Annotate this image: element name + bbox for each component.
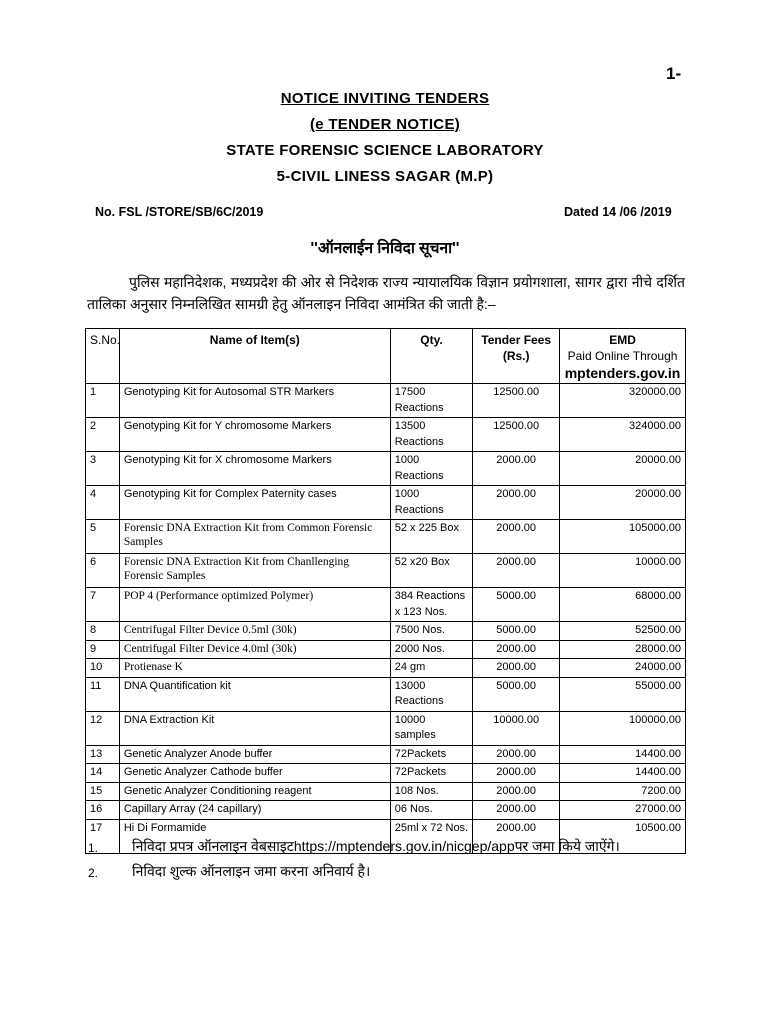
table-row	[86, 659, 686, 678]
cell-qty: 52 x 225 Box	[390, 520, 473, 554]
note-number: 1.	[88, 841, 99, 855]
cell-item-name: Capillary Array (24 capillary)	[119, 801, 390, 820]
table-row	[86, 677, 686, 711]
cell-item-name: Genetic Analyzer Cathode buffer	[119, 764, 390, 783]
cell-emd: 27000.00	[560, 801, 686, 820]
cell-qty: 108 Nos.	[390, 782, 473, 801]
cell-emd: 68000.00	[560, 588, 686, 622]
table-row	[86, 782, 686, 801]
cell-emd: 7200.00	[560, 782, 686, 801]
cell-item-name: Forensic DNA Extraction Kit from Chanllenging Forensic Samples	[119, 554, 390, 588]
cell-tender-fee: 5000.00	[473, 622, 560, 641]
cell-sno: 4	[86, 486, 120, 520]
cell-qty: 13500 Reactions	[390, 418, 473, 452]
header-item-name: Name of Item(s)	[119, 329, 390, 384]
table-row	[86, 640, 686, 659]
e-tender-heading: (e TENDER NOTICE)	[309, 116, 461, 133]
cell-qty: 10000 samples	[390, 711, 473, 745]
cell-item-name: Genotyping Kit for Autosomal STR Markers	[119, 384, 390, 418]
cell-sno: 5	[86, 520, 120, 554]
cell-emd: 14400.00	[560, 764, 686, 783]
note-text: निविदा शुल्क ऑनलाइन जमा करना अनिवार्य है।	[132, 863, 371, 879]
cell-emd: 324000.00	[560, 418, 686, 452]
cell-qty: 1000 Reactions	[390, 486, 473, 520]
cell-sno: 9	[86, 640, 120, 659]
cell-qty: 1000 Reactions	[390, 452, 473, 486]
address-heading: 5-CIVIL LINESS SAGAR (M.P)	[276, 168, 494, 185]
cell-item-name: Centrifugal Filter Device 0.5ml (30k)	[119, 622, 390, 641]
cell-tender-fee: 2000.00	[473, 819, 560, 853]
cell-tender-fee: 12500.00	[473, 418, 560, 452]
cell-emd: 24000.00	[560, 659, 686, 678]
cell-qty: 06 Nos.	[390, 801, 473, 820]
table-header-row	[86, 329, 686, 384]
cell-emd: 320000.00	[560, 384, 686, 418]
header-fee-line2: (Rs.)	[502, 348, 530, 363]
cell-sno: 15	[86, 782, 120, 801]
note-item	[88, 836, 684, 859]
note-text: निविदा प्रपत्र ऑनलाइन वेबसाइटhttps://mptenders.gov.in/nicgep/appपर जमा किये जाऐंगे।	[132, 838, 620, 854]
cell-emd: 55000.00	[560, 677, 686, 711]
cell-qty: 52 x20 Box	[390, 554, 473, 588]
cell-emd: 105000.00	[560, 520, 686, 554]
cell-sno: 7	[86, 588, 120, 622]
header-emd-line1: EMD	[609, 333, 636, 347]
cell-tender-fee: 2000.00	[473, 801, 560, 820]
cell-tender-fee: 2000.00	[473, 745, 560, 764]
header-emd-line3: mptenders.gov.in	[564, 365, 681, 381]
cell-tender-fee: 12500.00	[473, 384, 560, 418]
cell-item-name: Genotyping Kit for X chromosome Markers	[119, 452, 390, 486]
items-table	[85, 328, 686, 854]
cell-sno: 6	[86, 554, 120, 588]
cell-emd: 20000.00	[560, 486, 686, 520]
note-item	[88, 861, 684, 884]
reference-number: No. FSL /STORE/SB/6C/2019	[95, 205, 264, 219]
cell-sno: 14	[86, 764, 120, 783]
cell-tender-fee: 5000.00	[473, 677, 560, 711]
table-row	[86, 745, 686, 764]
cell-tender-fee: 2000.00	[473, 782, 560, 801]
cell-tender-fee: 2000.00	[473, 554, 560, 588]
table-row	[86, 520, 686, 554]
note-number: 2.	[88, 866, 99, 880]
cell-tender-fee: 2000.00	[473, 486, 560, 520]
cell-qty: 7500 Nos.	[390, 622, 473, 641]
header-emd-line2: Paid Online Through	[567, 348, 678, 363]
cell-item-name: Genetic Analyzer Anode buffer	[119, 745, 390, 764]
cell-emd: 10000.00	[560, 554, 686, 588]
header-tender-fees	[473, 329, 560, 384]
notes-list	[88, 836, 684, 886]
cell-qty: 17500 Reactions	[390, 384, 473, 418]
cell-item-name: Genetic Analyzer Conditioning reagent	[119, 782, 390, 801]
cell-emd: 28000.00	[560, 640, 686, 659]
cell-emd: 100000.00	[560, 711, 686, 745]
cell-emd: 20000.00	[560, 452, 686, 486]
cell-tender-fee: 10000.00	[473, 711, 560, 745]
cell-tender-fee: 2000.00	[473, 520, 560, 554]
header-qty: Qty.	[390, 329, 473, 384]
table-row	[86, 801, 686, 820]
cell-sno: 16	[86, 801, 120, 820]
cell-qty: 2000 Nos.	[390, 640, 473, 659]
header-fee-line1: Tender Fees	[481, 333, 552, 347]
cell-qty: 24 gm	[390, 659, 473, 678]
cell-item-name: Centrifugal Filter Device 4.0ml (30k)	[119, 640, 390, 659]
notice-heading: NOTICE INVITING TENDERS	[280, 90, 490, 107]
table-row	[86, 384, 686, 418]
header-emd	[560, 329, 686, 384]
cell-item-name: Forensic DNA Extraction Kit from Common Forensic Samples	[119, 520, 390, 554]
notice-date: Dated 14 /06 /2019	[564, 205, 672, 219]
cell-sno: 3	[86, 452, 120, 486]
intro-paragraph: पुलिस महानिदेशक, मध्यप्रदेश की ओर से निदेशक राज्य न्यायालयिक विज्ञान प्रयोगशाला, सागर द्वारा नीचे दर्शित तालिका अनुसार निम्नलिखित सामग्री हेतु ऑनलाइन निविदा आमंत्रित की जाती है:–	[87, 274, 685, 312]
cell-tender-fee: 2000.00	[473, 659, 560, 678]
cell-tender-fee: 5000.00	[473, 588, 560, 622]
cell-qty: 25ml x 72 Nos.	[390, 819, 473, 853]
table-row	[86, 711, 686, 745]
table-row	[86, 764, 686, 783]
table-row	[86, 622, 686, 641]
cell-item-name: Protienase K	[119, 659, 390, 678]
laboratory-heading: STATE FORENSIC SCIENCE LABORATORY	[226, 142, 544, 159]
cell-sno: 12	[86, 711, 120, 745]
cell-item-name: Hi Di Formamide	[119, 819, 390, 853]
cell-item-name: Genotyping Kit for Y chromosome Markers	[119, 418, 390, 452]
page-number: 1-	[666, 64, 682, 83]
table-row	[86, 486, 686, 520]
cell-item-name: DNA Quantification kit	[119, 677, 390, 711]
cell-qty: 384 Reactions x 123 Nos.	[390, 588, 473, 622]
cell-qty: 72Packets	[390, 745, 473, 764]
cell-sno: 17	[86, 819, 120, 853]
hindi-notice-title: ''ऑनलाईन निविदा सूचना''	[310, 240, 460, 257]
cell-tender-fee: 2000.00	[473, 452, 560, 486]
cell-sno: 11	[86, 677, 120, 711]
cell-tender-fee: 2000.00	[473, 764, 560, 783]
cell-sno: 13	[86, 745, 120, 764]
cell-emd: 52500.00	[560, 622, 686, 641]
cell-sno: 1	[86, 384, 120, 418]
cell-sno: 8	[86, 622, 120, 641]
cell-emd: 14400.00	[560, 745, 686, 764]
cell-sno: 10	[86, 659, 120, 678]
table-row	[86, 554, 686, 588]
cell-item-name: Genotyping Kit for Complex Paternity cases	[119, 486, 390, 520]
cell-emd: 10500.00	[560, 819, 686, 853]
cell-qty: 72Packets	[390, 764, 473, 783]
table-row	[86, 452, 686, 486]
cell-item-name: POP 4 (Performance optimized Polymer)	[119, 588, 390, 622]
cell-item-name: DNA Extraction Kit	[119, 711, 390, 745]
cell-qty: 13000 Reactions	[390, 677, 473, 711]
table-row	[86, 418, 686, 452]
table-row	[86, 588, 686, 622]
cell-tender-fee: 2000.00	[473, 640, 560, 659]
cell-sno: 2	[86, 418, 120, 452]
header-sno: S.No.	[86, 329, 120, 384]
